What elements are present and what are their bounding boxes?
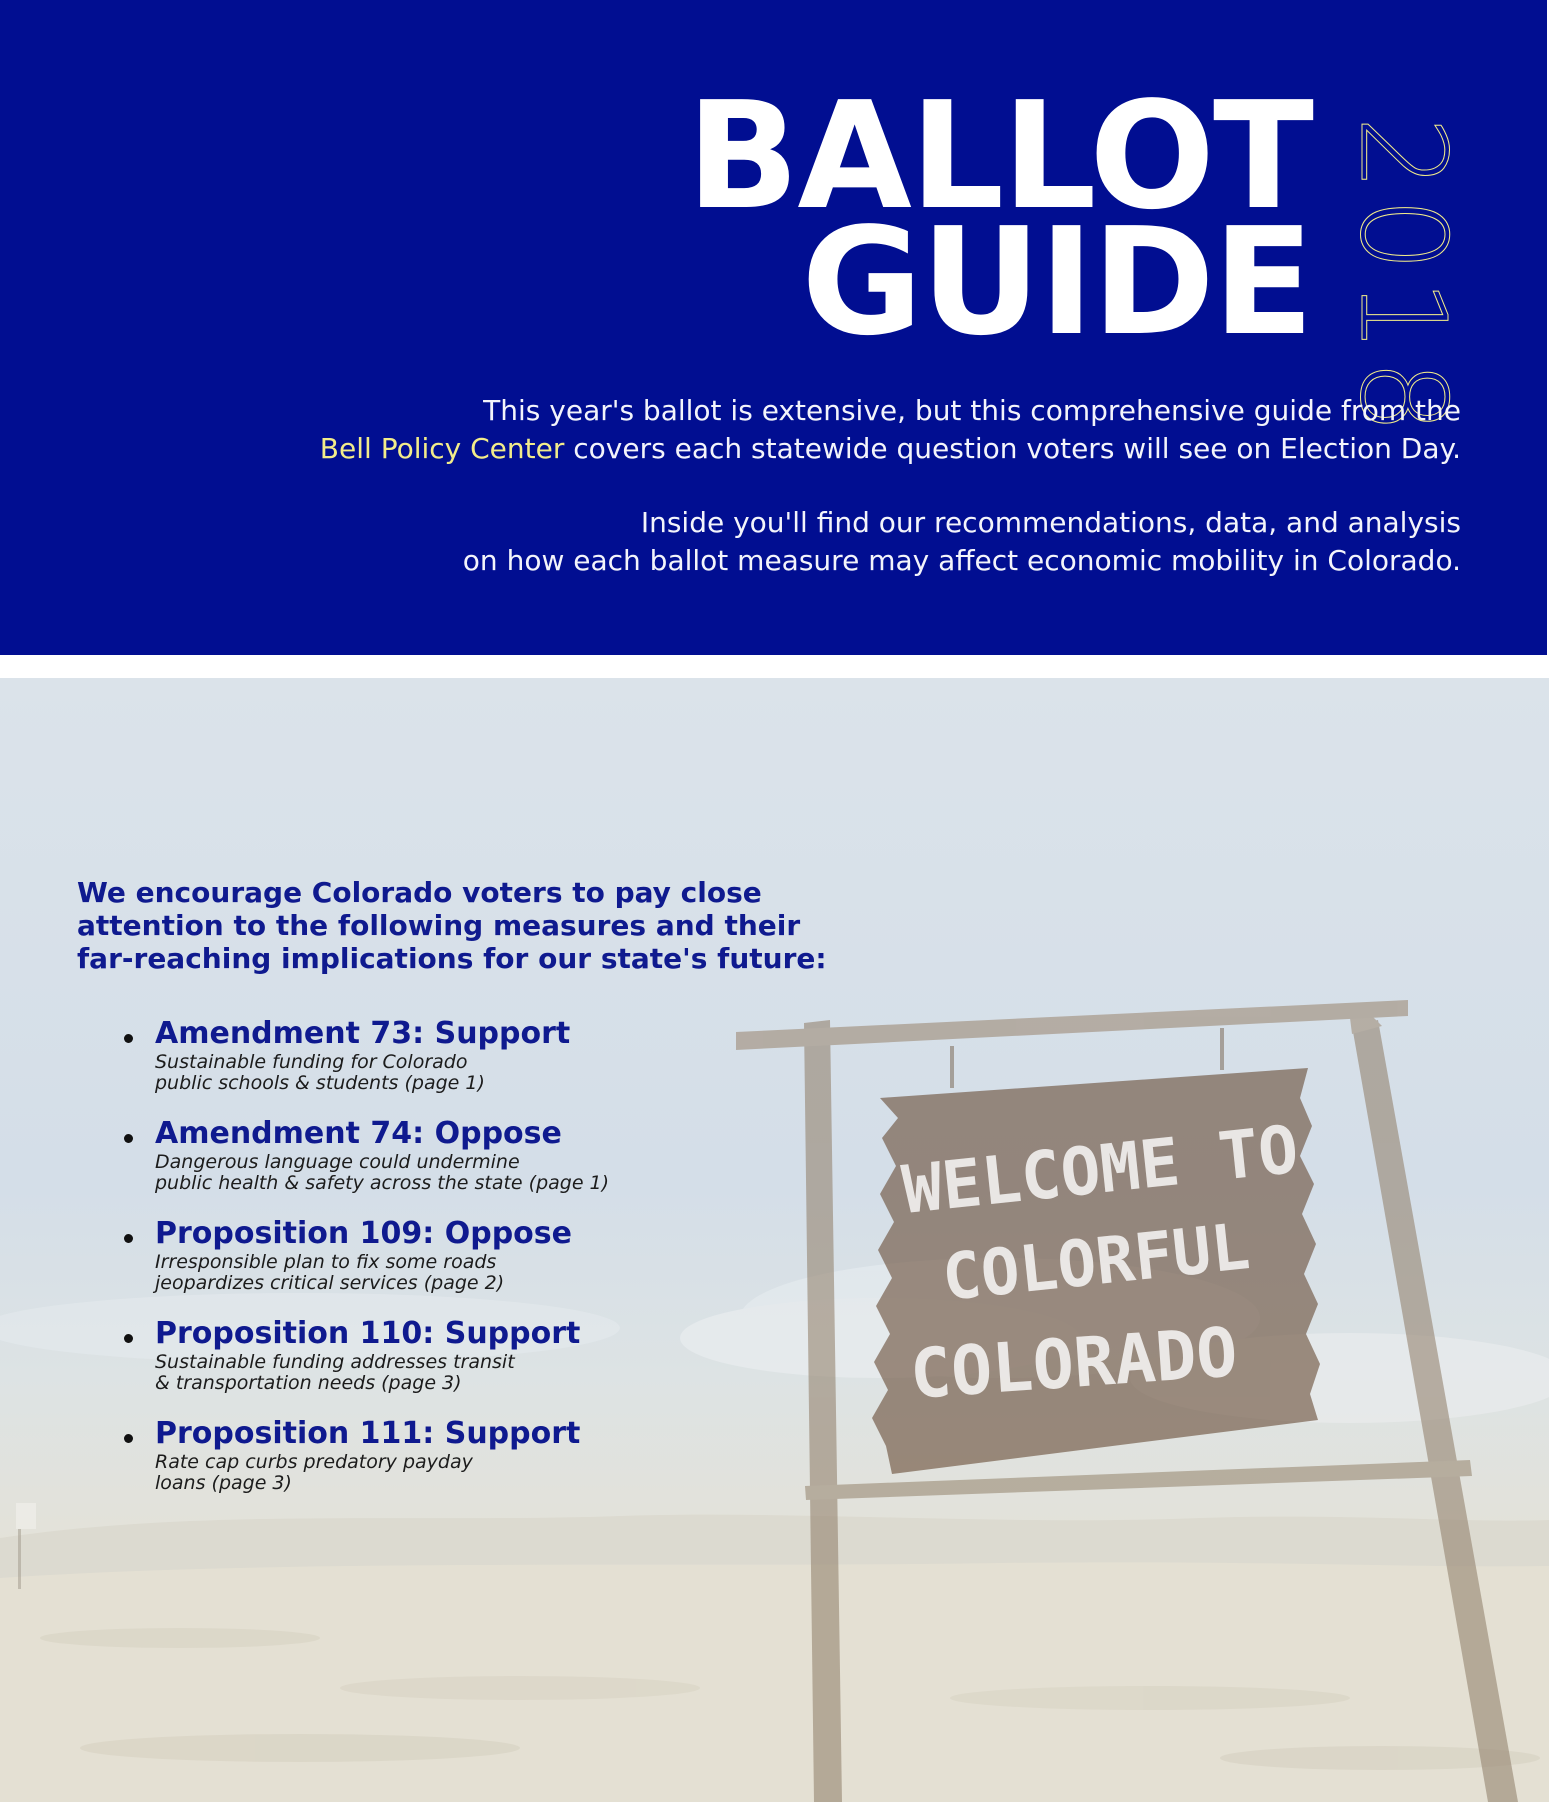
- measure-desc: Irresponsible plan to fix some roads: [155, 1251, 497, 1273]
- list-item: [155, 1116, 609, 1216]
- list-item: [155, 1416, 609, 1516]
- intro-line-1: This year's ballot is extensive, but this comprehensive guide from the: [483, 394, 1461, 427]
- measure-desc: public health & safety across the state (page 1): [155, 1172, 610, 1194]
- measure-desc: Dangerous language could undermine: [155, 1151, 520, 1173]
- measure-desc: Rate cap curbs predatory payday: [155, 1451, 473, 1473]
- sign-line-1: WELCOME TO: [898, 1110, 1302, 1229]
- measure-desc: Sustainable funding addresses transit: [155, 1351, 515, 1373]
- measures-list: [155, 1016, 609, 1516]
- measure-desc: Sustainable funding for Colorado: [155, 1051, 468, 1073]
- list-item: [155, 1016, 609, 1116]
- header-banner: [0, 0, 1547, 655]
- list-item: [155, 1316, 609, 1416]
- title-guide: GUIDE: [801, 196, 1312, 368]
- intro-paragraph-1: [61, 392, 1461, 468]
- measure-title: Proposition 110: Support: [155, 1316, 581, 1351]
- measure-title: Proposition 111: Support: [155, 1416, 581, 1451]
- measure-desc: loans (page 3): [155, 1472, 292, 1494]
- measure-desc: public schools & students (page 1): [155, 1072, 485, 1094]
- bell-policy-center-link[interactable]: Bell Policy Center: [319, 432, 565, 465]
- list-item: [155, 1216, 609, 1316]
- lead-line-1: We encourage Colorado voters to pay close: [77, 876, 762, 909]
- sign-line-2: COLORFUL: [938, 1210, 1254, 1316]
- measure-desc: jeopardizes critical services (page 2): [155, 1272, 505, 1294]
- lead-line-3: far-reaching implications for our state's future:: [77, 942, 827, 975]
- year-label: 2018: [1334, 116, 1472, 441]
- measure-title: Amendment 73: Support: [155, 1016, 571, 1051]
- title-ballot: BALLOT: [686, 70, 1312, 242]
- lead-line-2: attention to the following measures and their: [77, 909, 801, 942]
- intro-paragraph-2: [61, 504, 1461, 580]
- measure-title: Amendment 74: Oppose: [155, 1116, 562, 1151]
- intro-line-2-rest: covers each statewide question voters will see on Election Day.: [564, 432, 1461, 465]
- measure-desc: & transportation needs (page 3): [155, 1372, 462, 1394]
- intro-line-3: Inside you'll find our recommendations, data, and analysis: [640, 506, 1461, 539]
- measure-title: Proposition 109: Oppose: [155, 1216, 572, 1251]
- sign-line-3: COLORADO: [907, 1313, 1240, 1415]
- intro-line-2: [61, 430, 1461, 468]
- lead-paragraph: [77, 876, 837, 975]
- intro-line-4: on how each ballot measure may affect economic mobility in Colorado.: [462, 544, 1461, 577]
